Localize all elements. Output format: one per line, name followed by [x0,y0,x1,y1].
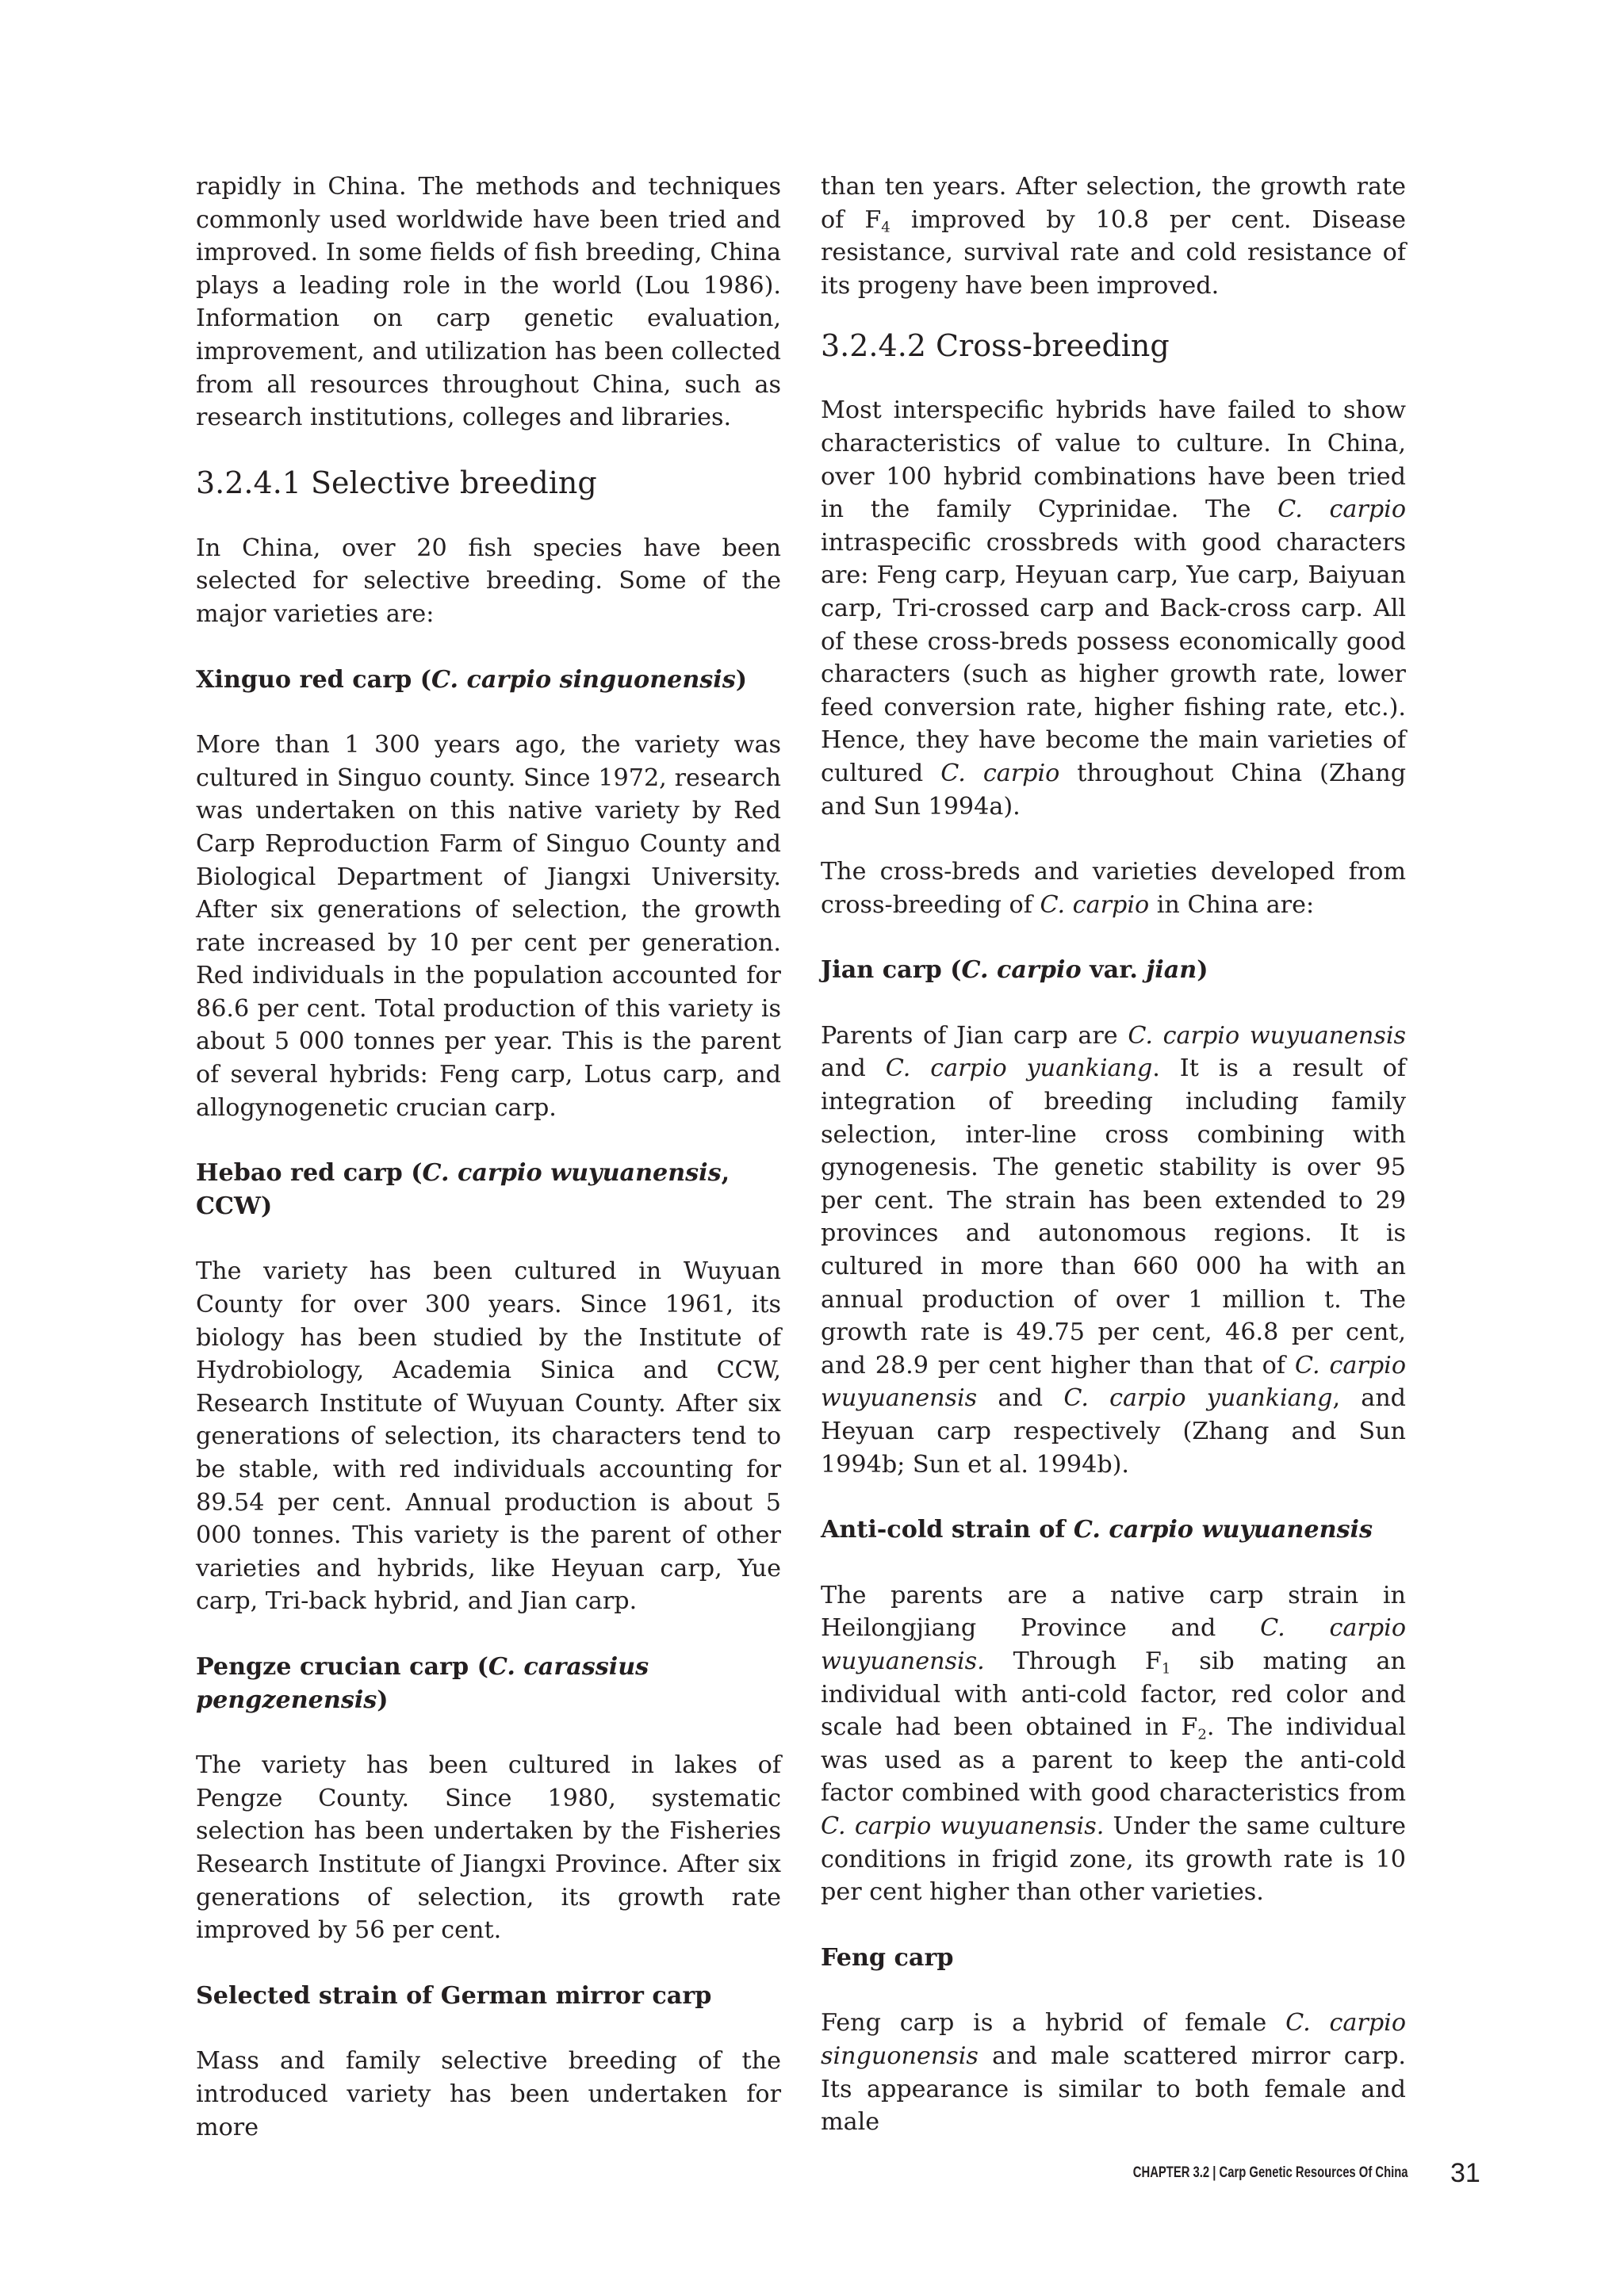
left-column [196,170,781,2144]
chapter-label: CHAPTER 3.2 | Carp Genetic Resources Of China [1133,2164,1408,2181]
right-column [821,170,1406,2139]
intro-paragraph: rapidly in China. The methods and techniques commonly used worldwide have been tried and improved. In some fields of fish breeding, China plays a leading role in the world (Lou 1986). Information on carp genetic evaluation, improvement, and utilization has been collected from all resources throughout China, such as research institutions, colleges and libraries. [196,173,781,432]
continued-paragraph: than ten years. After selection, the growth rate of $F_4$ improved by 10.8 per cent. Disease resistance, survival rate and cold resistance of its progeny have been improved. [821,173,1406,300]
hebao-paragraph: The variety has been cultured in Wuyuan County for over 300 years. Since 1961, its biology has been studied by the Institute of Hydrobiology, Academia Sinica and CCW, Research Institute of Wuyuan County. After six generations of selection, its characters tend to be stable, with red individuals accounting for 89.54 per cent. Annual production is about 5 000 tonnes. This variety is the parent of other varieties and hybrids, like Heyuan carp, Yue carp, Tri-back hybrid, and Jian carp. [196,1257,781,1616]
jian-carp-paragraph: Parents of Jian carp are C. carpio wuyuanensis and C. carpio yuankiang. It is a result of integration of breeding including family selection, inter-line cross combining with gynogenesis. The genetic stability is over 95 per cent. The strain has been extended to 29 provinces and autonomous regions. It is cultured in more than 660 000 ha with an annual production of over 1 million t. The growth rate is 49.75 per cent, 46.8 per cent, and 28.9 per cent higher than that of C. carpio wuyuanensis and C. carpio yuankiang, and Heyuan carp respectively (Zhang and Sun 1994b; Sun et al. 1994b). [821,1021,1406,1479]
anti-cold-paragraph: The parents are a native carp strain in Heilongjiang Province and C. carpio wuyuanensis. Through $F_1$ sib mating an individual with anti-cold factor, red color and scale had been obtained in $F_2$. The individual was used as a parent to keep the anti-cold factor combined with good characteristics from C. carpio wuyuanensis. Under the same culture conditions in frigid zone, its growth rate is 10 per cent higher than other varieties. [821,1581,1406,1907]
anti-cold-heading: Anti-cold strain of C. carpio wuyuanensis [821,1516,1373,1544]
cross-breeding-heading: 3.2.4.2 Cross-breeding [821,328,1170,364]
pengze-paragraph: The variety has been cultured in lakes of Pengze County. Since 1980, systematic selection has been undertaken by the Fisheries Research Institute of Jiangxi Province. After six generations of selection, its growth rate improved by 56 per cent. [196,1751,781,1945]
xinguo-paragraph: More than 1 300 years ago, the variety was cultured in Singuo county. Since 1972, research was undertaken on this native variety by Red Carp Reproduction Farm of Singuo County and Biological Department of Jiangxi University. After six generations of selection, the growth rate increased by 10 per cent per generation. Red individuals in the population accounted for 86.6 per cent. Total production of this variety is about 5 000 tonnes per year. This is the parent of several hybrids: Feng carp, Lotus carp, and allogynogenetic crucian carp. [196,731,781,1122]
selective-breeding-paragraph: In China, over 20 fish species have been selected for selective breeding. Some of the major varieties are: [196,534,781,628]
page-number: 31 [1450,2158,1480,2188]
german-mirror-paragraph: Mass and family selective breeding of the introduced variety has been undertaken for more [196,2047,781,2141]
feng-carp-paragraph: Feng carp is a hybrid of female C. carpio singuonensis and male scattered mirror carp. Its appearance is similar to both female and male [821,2009,1406,2137]
cross-breeding-paragraph-1: Most interspecific hybrids have failed to show characteristics of value to culture. In China, over 100 hybrid combinations have been tried in the family Cyprinidae. The C. carpio intraspecific crossbreds with good characters are: Feng carp, Heyuan carp, Yue carp, Baiyuan carp, Tri-crossed carp and Back-cross carp. All of these cross-breds possess economically good characters (such as higher growth rate, lower feed conversion rate, higher fishing rate, etc.). Hence, they have become the main varieties of cultured C. carpio throughout China (Zhang and Sun 1994a). [821,396,1407,821]
feng-carp-heading: Feng carp [821,1943,954,1972]
selective-breeding-heading: 3.2.4.1 Selective breeding [196,465,597,500]
cross-breeding-paragraph-2: The cross-breds and varieties developed from cross-breeding of C. carpio in China are: [821,858,1406,919]
jian-carp-heading: Jian carp (C. carpio var. jian) [821,956,1208,985]
xinguo-heading: Xinguo red carp (C. carpio singuonensis) [196,665,748,694]
german-mirror-heading: Selected strain of German mirror carp [196,1981,712,2010]
pengze-heading: Pengze crucian carp (C. carassius pengzenensis) [196,1652,649,1714]
hebao-heading: Hebao red carp (C. carpio wuyuanensis, CCW) [196,1159,730,1220]
page-footer [0,2158,1624,2190]
